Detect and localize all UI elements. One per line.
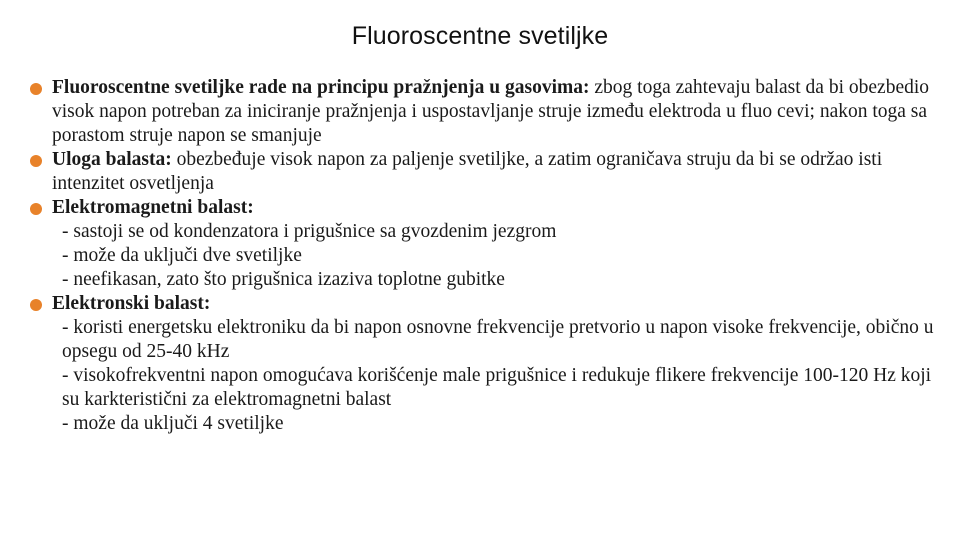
- bullet-heading: Fluoroscentne svetiljke rade na principu pražnjenja u gasovima:: [52, 77, 590, 98]
- sub-item: - sastoji se od kondenzatora i prigušnice sa gvozdenim jezgrom: [62, 221, 557, 242]
- bullet-dot-icon: [30, 299, 42, 311]
- bullet-item-electronic: [30, 292, 945, 316]
- bullet-text: obezbeđuje visok napon za paljenje svetiljke, a zatim ograničava struju da bi se održao isti intenzitet osvetljenja: [52, 149, 883, 194]
- page-title: Fluoroscentne svetiljke: [351, 22, 609, 50]
- bullet-item-electromagnetic: [30, 196, 945, 220]
- sub-list: [30, 220, 945, 292]
- sub-item: - visokofrekventni napon omogućava korišćenje male prigušnice i redukuje flikere frekvencije 100-120 Hz koji su karkteristični za elektromagnetni balast: [62, 365, 932, 410]
- sub-list: [30, 316, 945, 436]
- bullet-item-principle: [30, 76, 945, 148]
- sub-item: - može da uključi dve svetiljke: [62, 245, 302, 266]
- bullet-dot-icon: [30, 83, 42, 95]
- bullet-heading: Elektromagnetni balast:: [52, 197, 254, 218]
- slide-body: [30, 76, 945, 436]
- bullet-dot-icon: [30, 155, 42, 167]
- sub-item: - može da uključi 4 svetiljke: [62, 413, 284, 434]
- sub-item: - neefikasan, zato što prigušnica izaziva toplotne gubitke: [62, 269, 505, 290]
- bullet-dot-icon: [30, 203, 42, 215]
- sub-item: - koristi energetsku elektroniku da bi napon osnovne frekvencije pretvorio u napon visoke frekvencije, obično u opsegu od 25-40 kHz: [62, 317, 934, 362]
- bullet-item-ballast-role: [30, 148, 945, 196]
- bullet-text: zbog toga zahtevaju balast da bi obezbedio visok napon potreban za iniciranje pražnjenja i uspostavljanje struje između elektroda u fluo cevi; nakon toga sa porastom struje napon se smanjuje: [52, 77, 930, 146]
- bullet-heading: Elektronski balast:: [52, 293, 211, 314]
- bullet-heading: Uloga balasta:: [52, 149, 172, 170]
